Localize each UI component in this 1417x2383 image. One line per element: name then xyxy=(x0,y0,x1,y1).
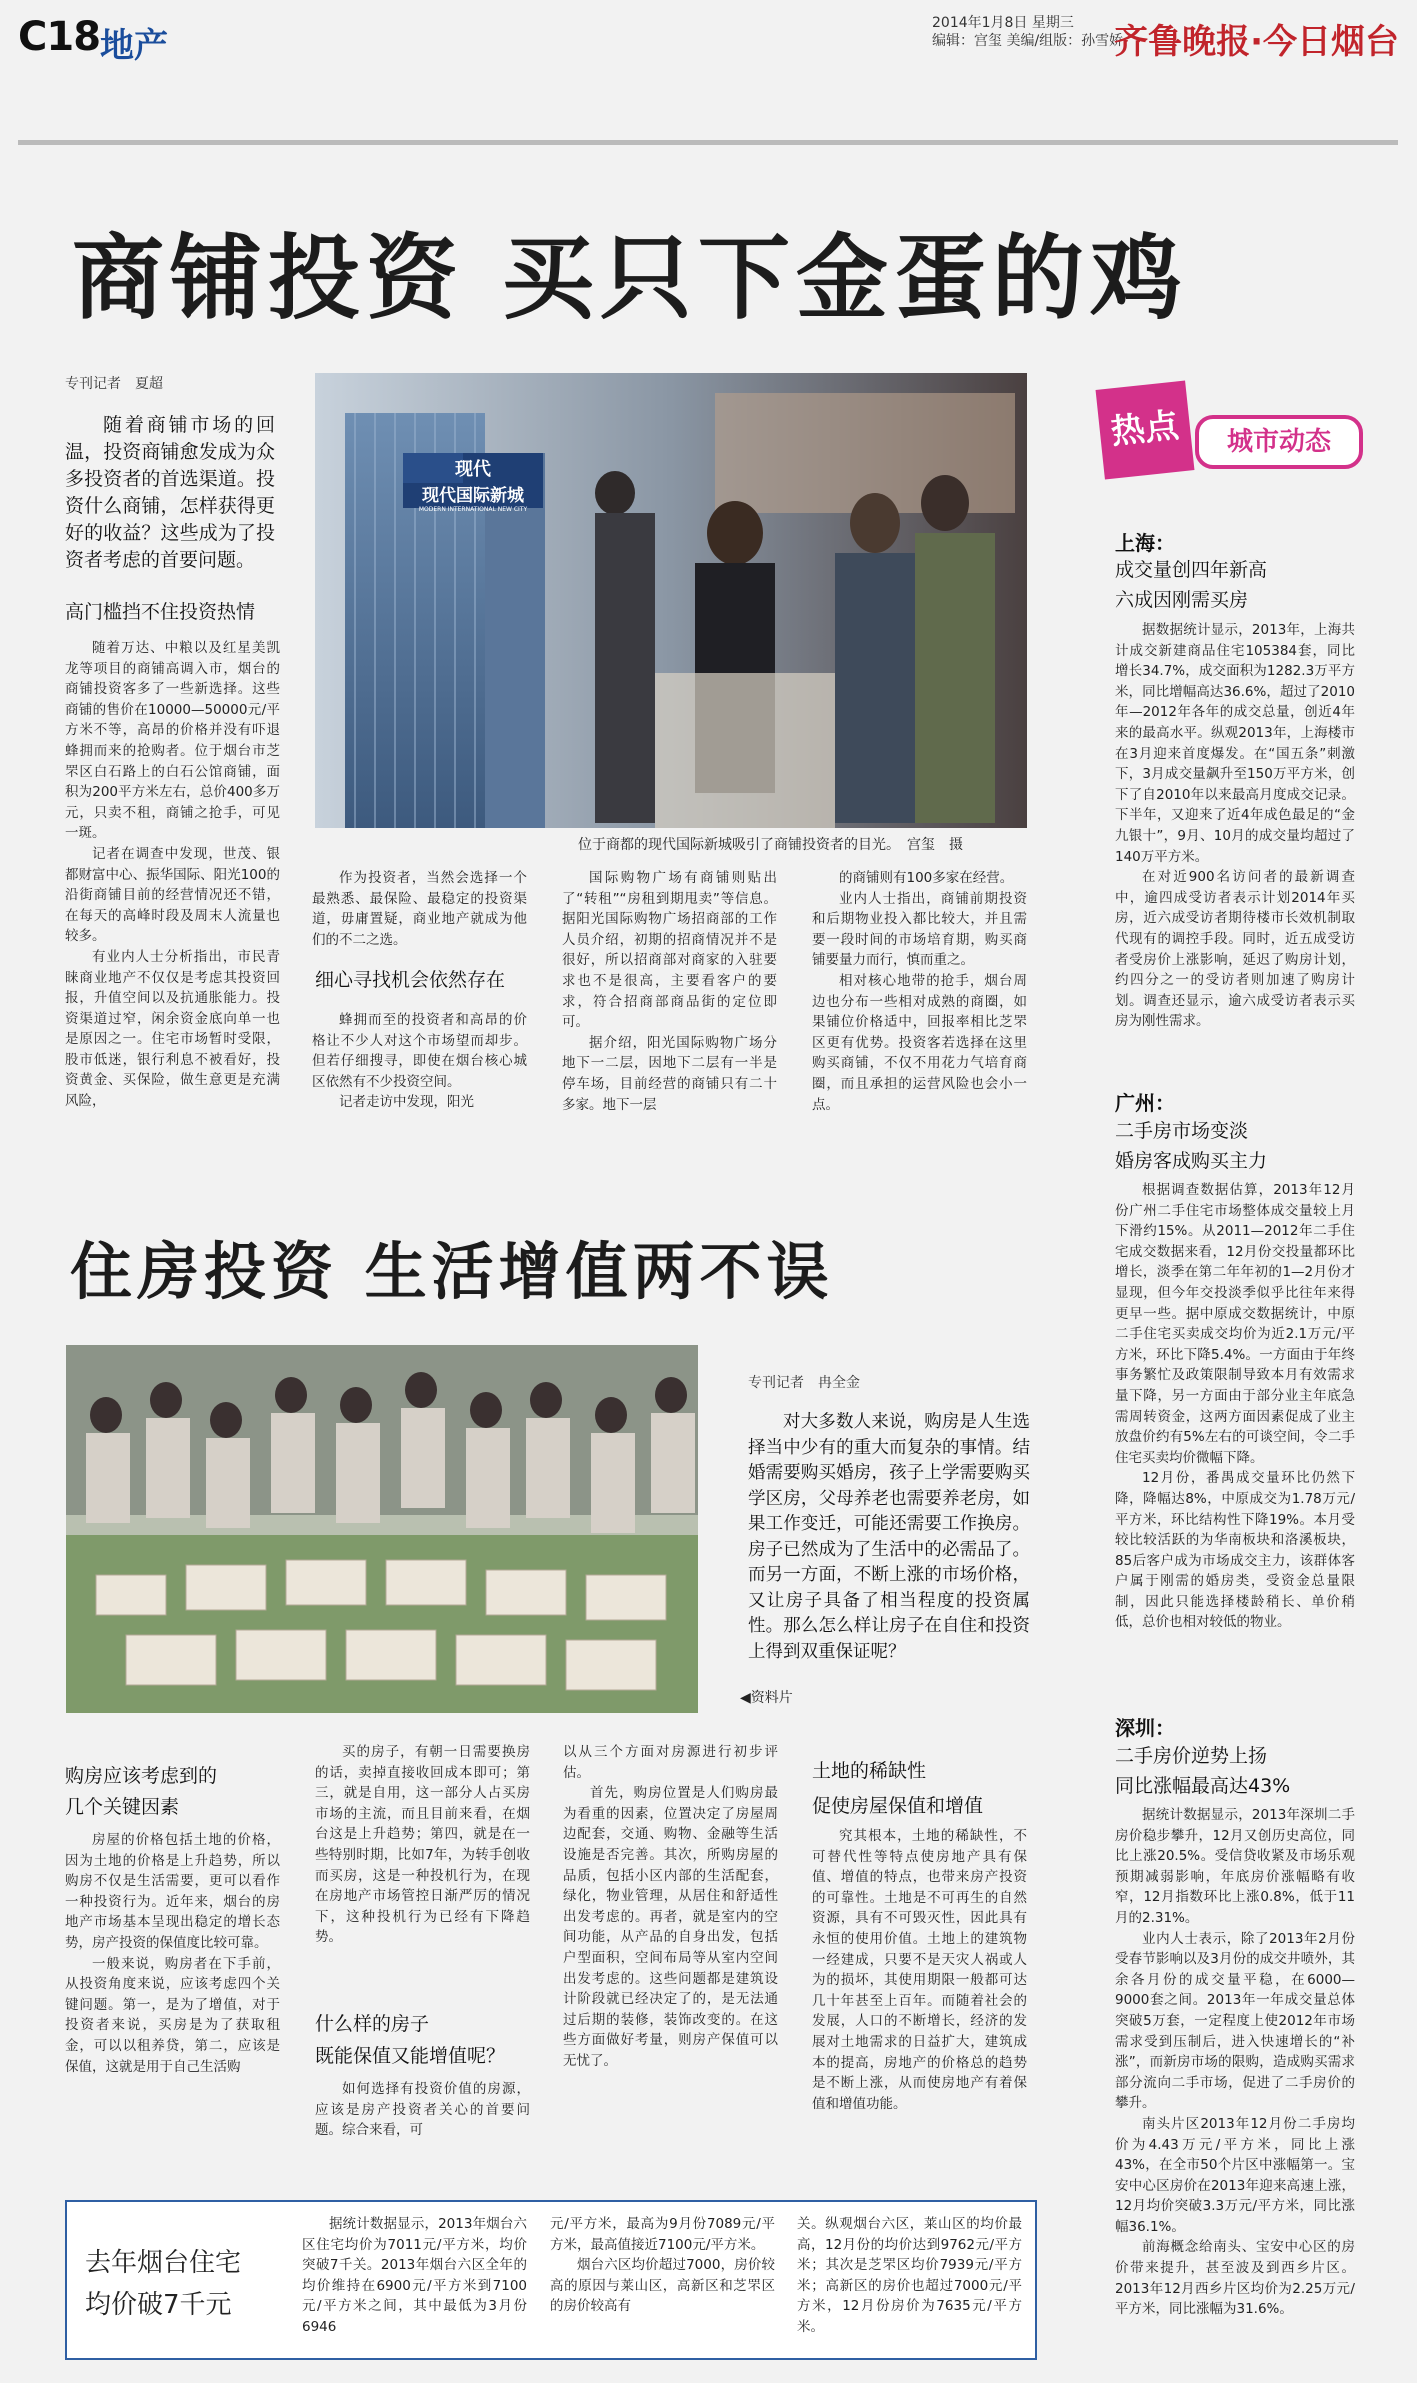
paragraph: 作为投资者，当然会选择一个最熟悉、最保险、最稳定的投资渠道，毋庸置疑，商业地产就成为他们的不二之选。 xyxy=(312,870,527,948)
paragraph: 如何选择有投资价值的房源，应该是房产投资者关心的首要问题。综合来看，可 xyxy=(315,2081,530,2139)
paragraph: 南头片区2013年12月份二手房均价为4.43万元/平方米，同比上涨43%，在全市50个片区中涨幅第一。宝安中心区房价在2013年迎来高速上涨，12月均价突破3.3万元/平方米，同比涨幅36.1%。 xyxy=(1115,2115,1355,2235)
article2-subhead-2a: 什么样的房子 xyxy=(315,2013,430,2035)
paragraph: 业内人士表示，除了2013年2月份受春节影响以及3月份的成交井喷外，其余各月份的成交量平稳，在6000—9000套之间。2013年一年成交量总体突破5万套，一定程度上使2012年市场需求受到压制后，进入快速增长的“补涨”，而新房市场的限购，造成购买需求部分流向二手市场，促进了二手房价的攀升。 xyxy=(1115,1930,1355,2112)
article1-column-4 xyxy=(812,868,1027,1115)
article2-column-3 xyxy=(563,1742,778,2072)
article1-column-2 xyxy=(312,868,527,950)
showroom-photo-illustration xyxy=(315,373,1027,828)
paragraph: 首先，购房位置是人们购房最为看重的因素，位置决定了房屋周边配套，交通、购物、金融等生活设施是否完善。其次，所购房屋的品质，包括小区内部的生活配套，绿化，物业管理，从居住和舒适性出发考虑的。再者，就是室内的空间功能，从产品的自身出发，包括户型面积，空间布局等从室内空间出发考虑的。这些问题都是建筑设计阶段就已经决定了的，是无法通过后期的装修，装饰改变的。在这些方面做好考量，则房产保值可以无忧了。 xyxy=(563,1785,778,2069)
guangzhou-city: 广州： xyxy=(1115,1091,1175,1115)
article1-subhead-2: 细心寻找机会依然存在 xyxy=(315,969,506,991)
bottom-box-column-3 xyxy=(797,2214,1022,2338)
article2-column-2b xyxy=(315,2079,530,2141)
paragraph: 记者走访中发现，阳光 xyxy=(339,1094,474,1111)
article2-subhead-3b: 促使房屋保值和增值 xyxy=(812,1795,984,1817)
paragraph: 12月份，番禺成交量环比仍然下降，降幅达8%，中原成交为1.78万元/平方米，环比结构性下降19%。本月受较比较活跃的为华南板块和洛溪板块，85后客户成为市场成交主力，该群体客户属于刚需的婚房类，受资金总量限制，因此只能选择楼龄稍长、单价稍低，总价也相对较低的物业。 xyxy=(1115,1470,1355,1631)
article1-column-3 xyxy=(562,868,777,1115)
shanghai-body xyxy=(1115,620,1355,1032)
paragraph: 据统计数据显示，2013年烟台六区住宅均价为7011元/平方米，均价突破7千关。2013年烟台六区全年的均价维持在6900元/平方米到7100元/平方米之间，其中最低为3月份6946 xyxy=(302,2216,527,2335)
issue-date: 2014年1月8日 xyxy=(932,15,1028,31)
article2-photo-credit: ◀资料片 xyxy=(740,1690,793,1706)
paragraph: 有业内人士分析指出，市民青睐商业地产不仅仅是考虑其投资回报，升值空间以及抗通胀能力。投资渠道过窄，闲余资金底向单一也是原因之一。住宅市场暂时受限，股市低迷，银行利息不被看好，投资黄金、买保险，做生意更是充满风险， xyxy=(65,948,280,1110)
paragraph: 蜂拥而至的投资者和高昂的价格让不少人对这个市场望而却步。但若仔细搜寻，即使在烟台核心城区依然有不少投资空间。 xyxy=(312,1012,527,1090)
photo-sign xyxy=(405,455,541,513)
article2-lead: 对大多数人来说，购房是人生选择当中少有的重大而复杂的事情。结婚需要购买婚房，孩子上学需要购买学区房，父母养老也需要养老房，如果工作变迁，可能还需要工作换房。房子已然成为了生活中的必需品了。而另一方面，不断上涨的市场价格，又让房子具备了相当程度的投资属性。那么怎么样让房子在自住和投资上得到双重保证呢？ xyxy=(748,1412,1030,1662)
article1-column-1 xyxy=(65,638,280,1112)
paragraph: 记者在调查中发现，世茂、银都财富中心、振华国际、阳光100的沿街商铺目前的经营情况还不错，在每天的高峰时段及周末人流量也较多。 xyxy=(65,845,280,945)
guangzhou-headline-1: 二手房市场变淡 xyxy=(1115,1120,1249,1142)
header-rule xyxy=(18,140,1398,145)
article2-column-2 xyxy=(315,1742,530,1948)
section-name: 地产 xyxy=(100,26,168,66)
paragraph: 元/平方米，最高为9月份7089元/平方米，最高值接近7100元/平方米。 xyxy=(550,2216,775,2253)
paragraph: 据统计数据显示，2013年深圳二手房价稳步攀升，12月又创历史高位，同比上涨20.5%。受信贷收紧及市场乐观预期减弱影响，年底房价涨幅略有收窄，12月指数环比上涨0.8%，低于11月的2.31%。 xyxy=(1115,1807,1355,1926)
photo-sign-english: MODERN INTERNATIONAL NEW CITY xyxy=(418,506,528,513)
shenzhen-body xyxy=(1115,1805,1355,2320)
photo-sign-small: 现代 xyxy=(455,459,491,480)
paragraph: 以从三个方面对房源进行初步评估。 xyxy=(563,1744,778,1781)
paragraph: 业内人士指出，商铺前期投资和后期物业投入都比较大，并且需要一段时间的市场培育期，购买商铺要量力而行，慎而重之。 xyxy=(812,890,1027,969)
hot-label: 热点 xyxy=(1096,381,1195,480)
bottom-box-title-line-2: 均价破7千元 xyxy=(85,2290,232,2320)
article2-title: 住房投资 生活增值两不误 xyxy=(70,1235,834,1308)
paragraph: 在对近900名访问者的最新调查中，逾四成受访者表示计划2014年买房，近六成受访者期待楼市长效机制取代现有的调控手段。同时，近五成受访者受房价上涨影响，延迟了购房计划，约四分之一的受访者则加速了购房计划。调查还显示，逾六成受访者表示买房为刚性需求。 xyxy=(1115,869,1355,1030)
article2-subhead-2b: 既能保值又能增值呢？ xyxy=(315,2045,506,2067)
paragraph: 根据调查数据估算，2013年12月份广州二手住宅市场整体成交量较上月下滑约15%。从2011—2012年二手住宅成交数据来看，12月份交投量都环比增长，淡季在第二年年初的1—2月份才显现，但今年交投淡季似乎比往年来得更早一些。据中原成交数据统计，中原二手住宅买卖成交均价为近2.1万元/平方米，环比下降5.4%。一方面由于年终事务繁忙及政策限制导致本月有效需求量下降，另一方面由于部分业主年底急需周转资金，这两方面因素促成了业主放盘价约有5%左右的可谈空间，令二手住宅买卖均价微幅下降。 xyxy=(1115,1182,1355,1466)
paragraph: 一般来说，购房者在下手前，从投资角度来说，应该考虑四个关键问题。第一，是为了增值，对于投资者来说，买房是为了获取租金，可以以租养贷，第二，应该是保值，这就是用于自己生活购 xyxy=(65,1955,280,2075)
article1-lead: 随着商铺市场的回温，投资商铺愈发成为众多投资者的首选渠道。投资什么商铺，怎样获得更好的收益？这些成为了投资者考虑的首要问题。 xyxy=(65,414,275,571)
page-number: C18 xyxy=(18,14,101,60)
shanghai-headline-2: 六成因刚需买房 xyxy=(1115,589,1249,611)
shanghai-city: 上海： xyxy=(1115,531,1175,555)
shanghai-headline-1: 成交量创四年新高 xyxy=(1115,559,1268,581)
paragraph: 烟台六区均价超过7000，房价较高的原因与莱山区，高新区和芝罘区的房价较高有 xyxy=(550,2257,775,2315)
article1-photo-caption: 位于商都的现代国际新城吸引了商铺投资者的目光。 宫玺 摄 xyxy=(578,837,963,853)
bottom-box-column-1 xyxy=(302,2214,527,2338)
sales-model-photo-illustration xyxy=(66,1345,698,1713)
shenzhen-city: 深圳： xyxy=(1115,1716,1175,1740)
guangzhou-headline-2: 婚房客成购买主力 xyxy=(1115,1150,1268,1172)
paragraph: 究其根本，土地的稀缺性，不可替代性等特点使房地产具有保值、增值的特点，也带来房产投资的可靠性。土地是不可再生的自然资源，具有不可毁灭性，因此具有永恒的使用价值。土地上的建筑物一经建成，只要不是天灾人祸或人为的损坏，其使用期限一般都可达几十年甚至上百年。而随着社会的发展，人口的不断增长，经济的发展对土地需求的日益扩大，建筑成本的提高，房地产的价格总的趋势是不断上涨，从而使房地产有着保值和增值功能。 xyxy=(812,1828,1027,2112)
design-credit: 美编/组版：孙雪娇 xyxy=(1006,33,1124,49)
guangzhou-body xyxy=(1115,1180,1355,1633)
bottom-box-column-2 xyxy=(550,2214,775,2317)
article1-title: 商铺投资 买只下金蛋的鸡 xyxy=(72,225,1189,332)
paragraph: 前海概念给南头、宝安中心区的房价带来提升，甚至波及到西乡片区。2013年12月西乡片区均价为2.25万元/平方米，同比涨幅为31.6%。 xyxy=(1115,2239,1355,2318)
shenzhen-headline-1: 二手房价逆势上扬 xyxy=(1115,1745,1268,1767)
article2-column-4 xyxy=(812,1826,1027,2114)
paragraph: 据数据统计显示，2013年，上海共计成交新建商品住宅105384套，同比增长34.7%，成交面积为1282.3万平方米，同比增幅高达36.6%，超过了2010年—2012年各年的成交总量，创近4年来的最高水平。纵观2013年，上海楼市在3月迎来首度爆发。在“国五条”刺激下，3月成交量飙升至150万平方米，创下了自2010年以来最高月度成交记录。下半年，又迎来了近4年成色最足的“金九银十”，9月、10月的成交量均超过了140万平方米。 xyxy=(1115,622,1355,865)
issue-weekday: 星期三 xyxy=(1031,15,1074,31)
paragraph: 相对核心地带的抢手，烟台周边也分布一些相对成熟的商圈，如果铺位价格适中，回报率相比芝罘区更有优势。投资客若选择在这里购买商铺，不仅不用花力气培育商圈，而且承担的运营风险也会小一点。 xyxy=(812,972,1027,1113)
paragraph: 的商铺则有100多家在经营。 xyxy=(839,870,1014,886)
paragraph: 国际购物广场有商铺则贴出了“转租”“房租到期甩卖”等信息。据阳光国际购物广场招商部的工作人员介绍，初期的招商情况并不是很好，所以招商部对商家的入驻要求也不是很高，主要看客户的要求，符合招商部商品街的定位即可。 xyxy=(562,870,777,1031)
article2-subhead-3a: 土地的稀缺性 xyxy=(812,1760,927,1782)
bottom-news-box xyxy=(65,2200,1037,2360)
article2-byline: 专刊记者 冉全金 xyxy=(748,1375,860,1391)
photo-sign-main: 现代国际新城 xyxy=(422,486,524,506)
hot-topics-banner xyxy=(1100,385,1360,480)
bottom-box-title-line-1: 去年烟台住宅 xyxy=(85,2248,242,2278)
paragraph: 据介绍，阳光国际购物广场分地下一二层，因地下二层有一半是停车场，目前经营的商铺只有二十多家。地下一层 xyxy=(562,1034,777,1113)
article1-byline: 专刊记者 夏超 xyxy=(65,376,163,392)
paragraph: 买的房子，有朝一日需要换房的话，卖掉直接收回成本即可；第三，就是自用，这一部分人占买房市场的主流，而且目前来看，在烟台这是上升趋势；第四，就是在一些特别时期，比如7年，为转手创收而买房，这是一种投机行为，在现在房地产市场管控日渐严厉的情况下，这种投机行为已经有下降趋势。 xyxy=(315,1744,530,1946)
hot-sub-label: 城市动态 xyxy=(1195,415,1363,469)
article1-photo xyxy=(315,373,1027,828)
newspaper-brand: 齐鲁晚报·今日烟台 xyxy=(1114,22,1399,62)
editor-credit: 编辑：宫玺 xyxy=(932,33,1002,49)
article2-column-1 xyxy=(65,1830,280,2077)
paragraph: 关。纵观烟台六区，莱山区的均价最高，12月份的均价达到9762元/平方米；其次是芝罘区均价7939元/平方米；高新区的房价也超过7000元/平方米，12月份房价为7635元/平方米。 xyxy=(797,2216,1022,2335)
article2-photo xyxy=(66,1345,698,1713)
article2-subhead-1b: 几个关键因素 xyxy=(65,1796,180,1818)
article2-subhead-1a: 购房应该考虑到的 xyxy=(65,1765,218,1787)
paragraph: 随着万达、中粮以及红星美凯龙等项目的商铺高调入市，烟台的商铺投资客多了一些新选择。这些商铺的售价在10000—50000元/平方米不等，高昂的价格并没有吓退蜂拥而来的抢购者。位于烟台市芝罘区白石路上的白石公馆商铺，面积为200平方米左右，总价400多万元，只卖不租，商铺之抢手，可见一斑。 xyxy=(65,640,280,842)
shenzhen-headline-2: 同比涨幅最高达43% xyxy=(1115,1775,1291,1797)
paragraph: 房屋的价格包括土地的价格，因为土地的价格是上升趋势，所以购房不仅是生活需要，更可以看作一种投资行为。近年来，烟台的房地产市场基本呈现出稳定的增长态势，房产投资的保值度比较可靠。 xyxy=(65,1832,280,1951)
article1-subhead-1: 高门槛挡不住投资热情 xyxy=(65,601,256,623)
article1-column-2b xyxy=(312,1010,527,1113)
bottom-box-title xyxy=(85,2242,241,2326)
